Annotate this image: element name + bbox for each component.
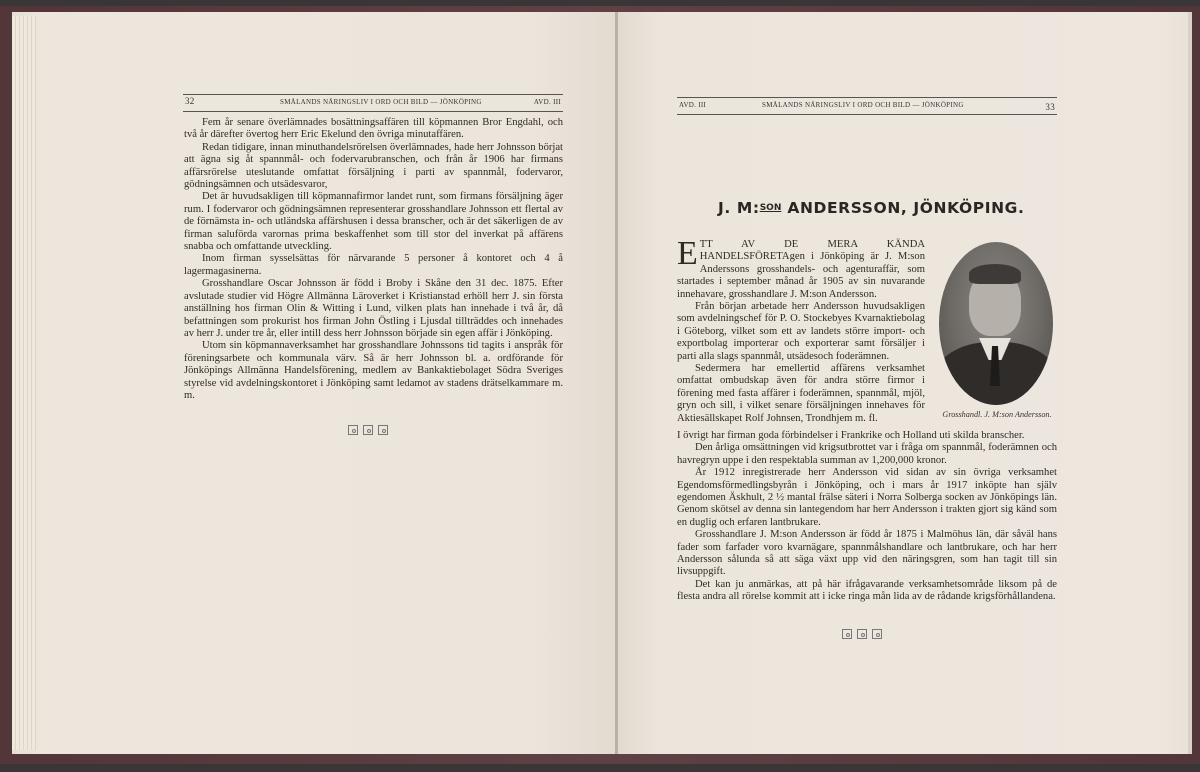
paragraph: Fem år senare överlämnades bosättningsaffären till köpmannen Bror Engdahl, och två år därefter övertog herr Eric Ekelund den övriga minutaffären. <box>184 117 563 141</box>
paragraph: Den årliga omsättningen vid krigsutbrottet var i fråga om spannmål, foderämnen och havregryn uppe i den respektabla summan av 1,200,000 kronor. <box>677 442 1057 466</box>
ornament-icon <box>857 629 867 639</box>
ornament-divider <box>842 629 882 639</box>
right-page-text-top <box>677 235 925 425</box>
portrait-photo <box>939 242 1053 405</box>
section-label: AVD. III <box>679 101 707 109</box>
paragraph-text: TT AV DE MERA KÄNDA HANDELSFÖRETAgen i Jönköping är J. M:son Anderssons grosshandels- och agenturaffär, som startades i september månad år 1905 av sin nuvarande innehavare, grosshandlare J. M:son Andersson. <box>677 239 925 300</box>
running-head-right <box>677 97 1057 115</box>
section-label: AVD. III <box>533 98 561 106</box>
page-number: 33 <box>1045 102 1055 112</box>
ornament-icon <box>348 425 358 435</box>
ornament-icon <box>378 425 388 435</box>
running-head-left <box>183 94 563 112</box>
paragraph: Redan tidigare, innan minuthandelsrörelsen överlämnades, hade herr Johnsson börjat att ägna sig åt spannmål- och fodervarubranschen, och från år 1906 har firmans affärsrörelse uteslutande omfattat försäljning i parti av spannmål, fodervaror, gödningsämnen och utsädesvaror, <box>184 141 563 191</box>
photo-hair <box>969 264 1021 284</box>
title-part: J. M: <box>718 199 760 217</box>
paragraph: Grosshandlare Oscar Johnsson är född i Broby i Skåne den 31 dec. 1875. Efter avslutade studier vid Högre Allmänna Läroverket i Kristianstad erhöll herr J. sin första anställning hos firman Olin & Witting i Lund, vilken plats han innehade i två år, då befattningen som prokurist hos firman John Östling i Ljusdal tillträddes och innehades av herr J. under tre år, eller intill dess herr Johnsson började sin egen affär i Jönköping. <box>184 278 563 339</box>
drop-cap: E <box>677 235 698 272</box>
paragraph <box>677 235 925 301</box>
left-page-text <box>184 117 563 402</box>
page-edges <box>12 16 36 750</box>
paragraph: Utom sin köpmannaverksamhet har grosshandlare Johnssons tid tagits i anspråk för föreningsarbete och kommunala värv. Så är herr Johnsson bl. a. ordförande för Jönköpings Allmänna Handelsförening, medlem av Bankaktiebolaget Södra Sveriges styrelse vid avdelningskontoret i Jönköping samt ledamot av stadens drätselkammare m. m. <box>184 340 563 401</box>
ornament-icon <box>363 425 373 435</box>
running-title: SMÅLANDS NÄRINGSLIV I ORD OCH BILD — JÖNKÖPING <box>762 101 964 109</box>
title-superscript: SON <box>759 203 782 213</box>
paragraph: Det är huvudsakligen till köpmannafirmor landet runt, som firmans försäljning äger rum. I fodervaror och gödningsämnen representerar grosshandlare Johnsson ett flertal av de förnämsta in- och utländska affärshusen i dessa branscher, och är det säkerligen de av firman saluförda varornas prima beskaffenhet som till stor del inverkat på affärens snabba och omfattande utveckling. <box>184 191 563 253</box>
paragraph: Det kan ju anmärkas, att på här ifrågavarande verksamhetsområde liksom på de flesta andra all rörelse kommit att i icke ringa mån lida av de rådande krigsförhållandena. <box>677 578 1057 603</box>
photo-caption: Grosshandl. J. M:son Andersson. <box>942 410 1052 419</box>
paragraph: Sedermera har emellertid affärens verksamhet omfattat ombudskap även för andra större firmor i förening med fasta affärer i foderämnen, spannmål, mjöl, gryn och sill, i vilket senare försäljningen innehaves för Aktiesällskapet Rolf Johnsen, Trondhjem m. fl. <box>677 363 925 424</box>
paragraph: Inom firman sysselsättas för närvarande 5 personer å kontoret och 4 å lagermagasinerna. <box>184 253 563 277</box>
paragraph: Från början arbetade herr Andersson huvudsakligen som avdelningschef för P. O. Stockebyes Kvarnaktiebolag i Göteborg, vilket som ett av landets större import- och exportbolag importerar och exporterar samt försäljer i parti alla slags spannmål, utsädesoch foderämnen. <box>677 301 925 362</box>
paragraph: År 1912 inregistrerade herr Andersson vid sidan av sin övriga verksamhet Egendomsförmedlingsbyrån i Jönköping, och i mars år 1917 inköpte han själv egendomen Äskhult, 2 ½ mantal frälse säteri i Norra Solberga socken av Jönköpings län. Genom skötsel av denna sin lantegendom har herr Andersson i trakten gjort sig känd som en duglig och erfaren lantbrukare. <box>677 467 1057 528</box>
paragraph: Grosshandlare J. M:son Andersson är född år 1875 i Malmöhus län, där såväl hans fader som farfader voro kvarnägare, spannmålshandlare och lantbrukare, och har herr Andersson sålunda så att säga växt upp vid den näringsgren, som han tagit till sin livsuppgift. <box>677 529 1057 578</box>
paragraph: I övrigt har firman goda förbindelser i Frankrike och Holland uti skilda branscher. <box>677 430 1025 441</box>
title-part: ANDERSSON, JÖNKÖPING. <box>781 199 1025 217</box>
ornament-icon <box>842 629 852 639</box>
page-edge-right <box>1188 12 1192 754</box>
page-number: 32 <box>185 96 195 106</box>
running-title: SMÅLANDS NÄRINGSLIV I ORD OCH BILD — JÖNKÖPING <box>280 98 482 106</box>
article-title <box>718 199 1038 217</box>
ornament-divider <box>348 425 388 435</box>
right-page-text-bottom <box>677 430 1057 604</box>
book-gutter <box>615 12 618 754</box>
ornament-icon <box>872 629 882 639</box>
